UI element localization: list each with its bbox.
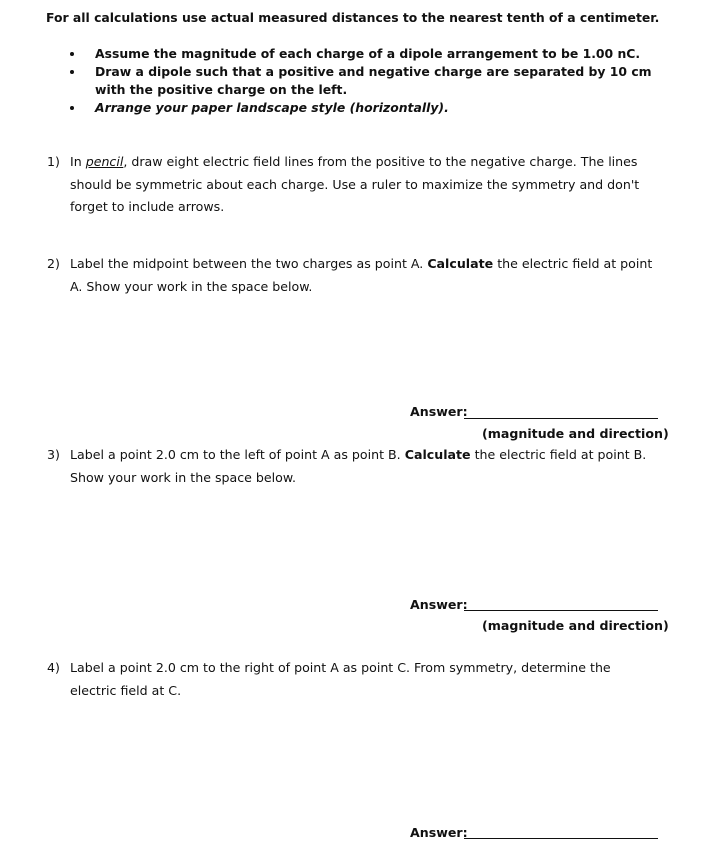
emphasis-pencil: pencil — [85, 154, 124, 169]
bullet-text: Assume the magnitude of each charge of a dipole arrangement to be 1.00 nC. — [95, 46, 641, 61]
question-number: 2) — [47, 256, 60, 271]
question-1 — [47, 151, 670, 219]
magnitude-direction-note: (magnitude and direction) — [482, 426, 669, 441]
bullet-text: Draw a dipole such that a positive and negative charge are separated by 10 cm with the positive charge on the left. — [95, 64, 652, 97]
answer-label: Answer: — [410, 597, 468, 612]
question-3 — [47, 444, 660, 489]
question-text: Label a point 2.0 cm to the left of point A as point B. — [70, 447, 405, 462]
question-2 — [47, 253, 655, 298]
bullet-icon — [70, 52, 74, 56]
question-text: , draw eight electric field lines from the positive to the negative charge. The lines should be symmetric about each charge. Use a ruler to maximize the symmetry and don't forget to include arrows. — [70, 154, 640, 214]
answer-label: Answer: — [410, 825, 468, 840]
question-number: 3) — [47, 447, 60, 462]
question-number: 4) — [47, 660, 60, 675]
answer-label: Answer: — [410, 404, 468, 419]
question-text: In — [70, 154, 86, 169]
question-text: the electric field at point B. Show your work in the space below. — [70, 447, 647, 485]
instruction-bullets — [70, 45, 665, 117]
answer-blank[interactable] — [464, 597, 658, 611]
instructions-intro: For all calculations use actual measured distances to the nearest tenth of a centimeter. — [46, 10, 660, 25]
answer-blank[interactable] — [464, 404, 658, 419]
answer-blank[interactable] — [464, 825, 658, 839]
bullet-text: Arrange your paper landscape style (horizontally). — [95, 100, 449, 115]
emphasis-calculate: Calculate — [404, 447, 471, 462]
question-text: the electric field at point A. Show your work in the space below. — [70, 256, 653, 294]
question-text: Label a point 2.0 cm to the right of point A as point C. From symmetry, determine the electric field at C. — [70, 660, 611, 698]
bullet-item — [70, 63, 665, 99]
magnitude-direction-note: (magnitude and direction) — [482, 618, 669, 633]
bullet-icon — [70, 70, 74, 74]
question-number: 1) — [47, 154, 60, 169]
question-4 — [47, 657, 630, 702]
emphasis-calculate: Calculate — [427, 256, 494, 271]
bullet-item — [70, 45, 665, 63]
bullet-icon — [70, 106, 74, 110]
bullet-item — [70, 99, 665, 117]
question-text: Label the midpoint between the two charges as point A. — [70, 256, 428, 271]
